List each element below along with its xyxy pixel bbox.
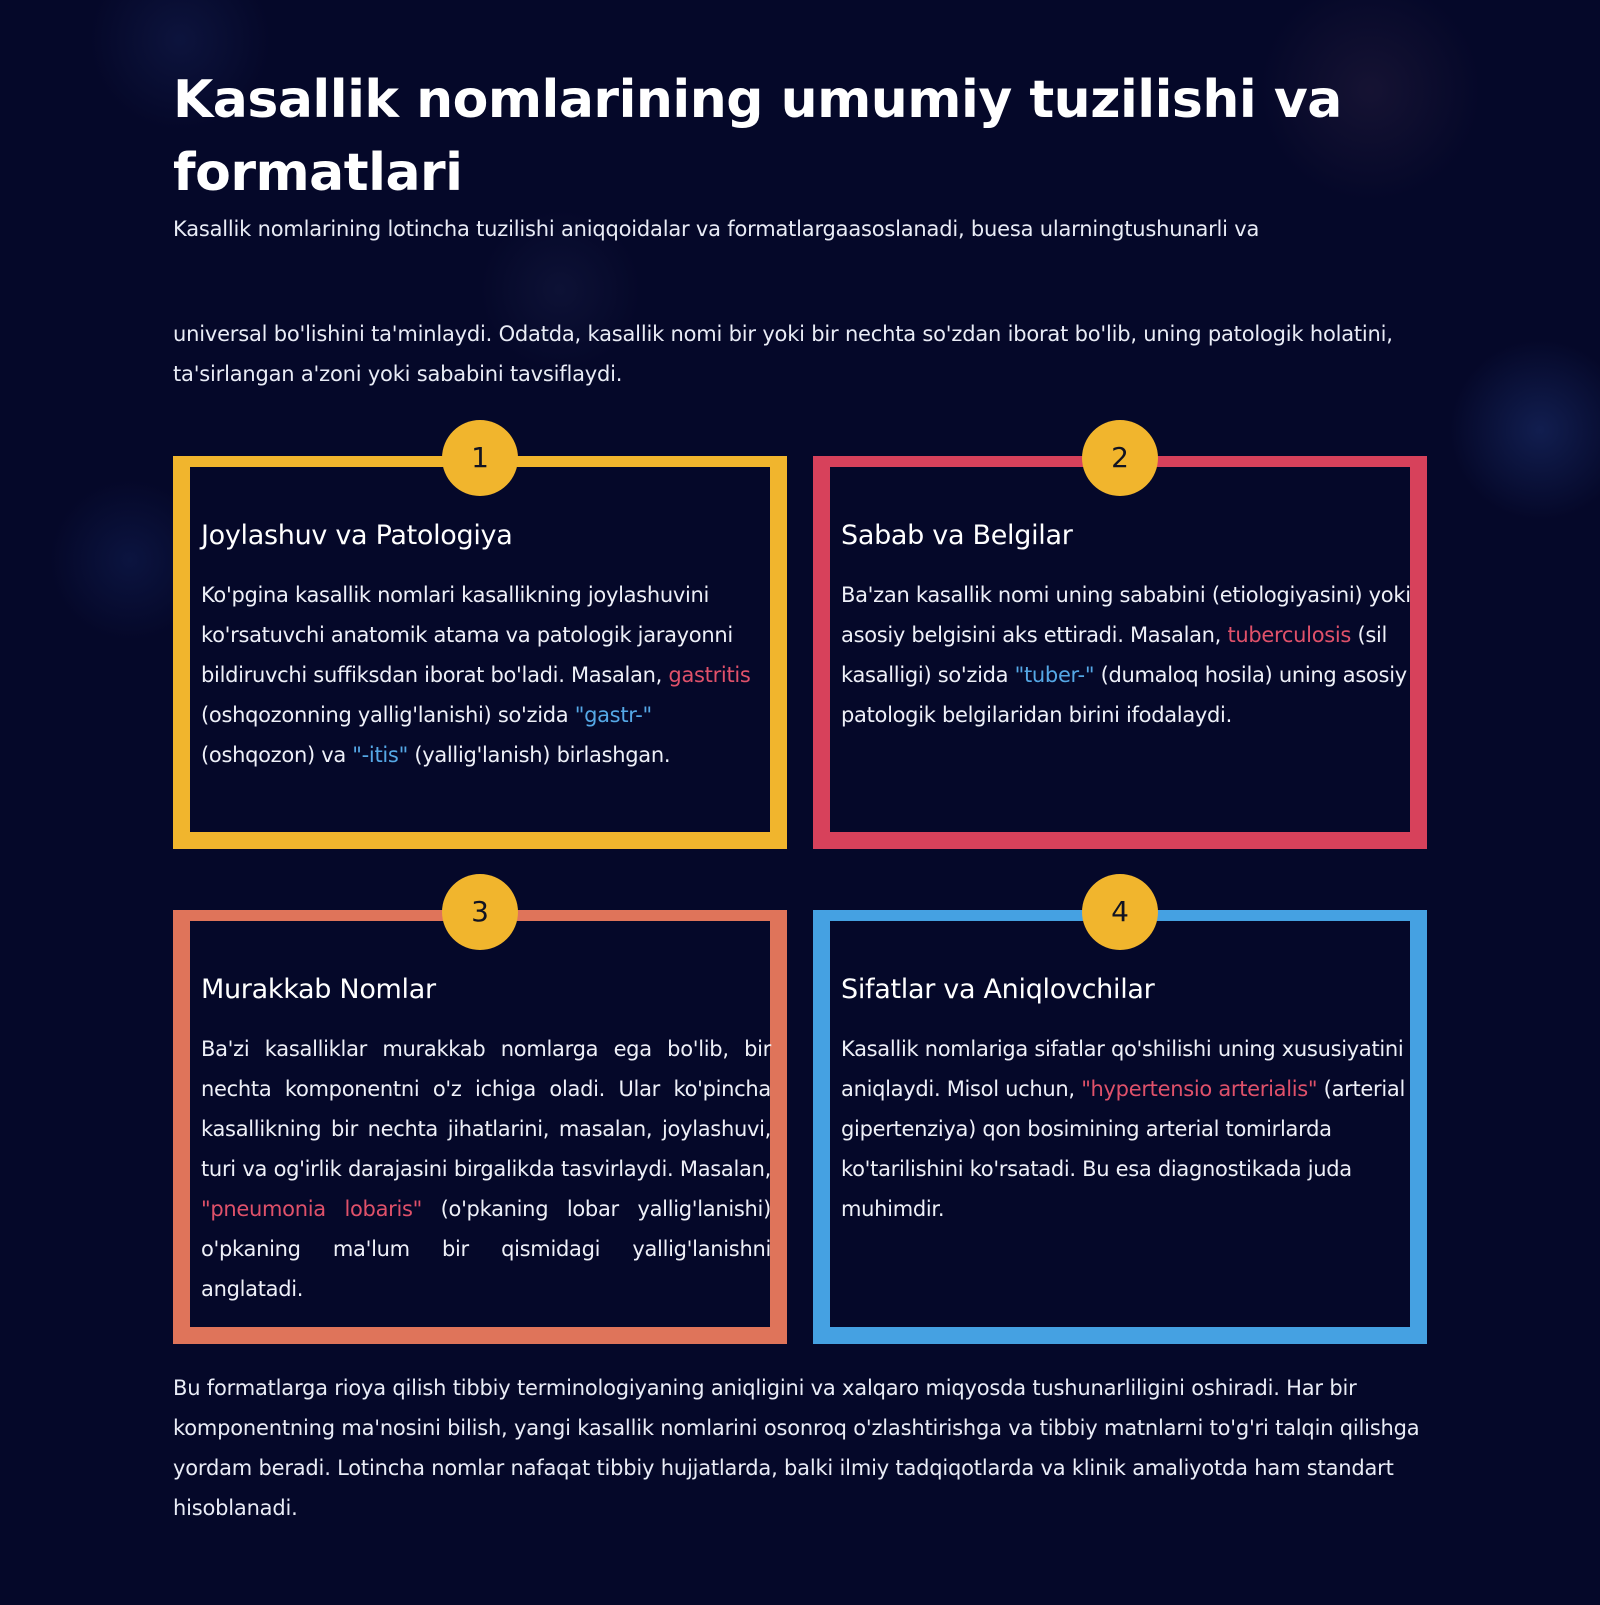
card-compound-names: [173, 895, 787, 1344]
body-text: Kasallik nomlariga sifatlar qo'shilishi uning xususiyatini aniqlaydi. Misol uchun,: [841, 1037, 1404, 1101]
body-text: Ba'zi kasalliklar murakkab nomlarga ega bo'lib, bir nechta komponentni o'z ichiga oladi. Ular ko'pincha kasallikning bir nechta jihatlarini, masalan, joylashuvi, turi va og'irlik darajasini birgalikda tasvirlaydi. Masalan,: [201, 1037, 771, 1181]
card-number-badge: 4: [1082, 874, 1158, 950]
term-example: gastritis: [668, 663, 751, 687]
term-example: tuberculosis: [1227, 623, 1352, 647]
intro-paragraph-first-line: Kasallik nomlarining lotincha tuzilishi aniqqoidalar va formatlargaasoslanadi, buesa ularningtushunarli va: [173, 217, 1260, 241]
card-title: Murakkab Nomlar: [201, 974, 436, 1005]
card-title: Sifatlar va Aniqlovchilar: [841, 974, 1155, 1005]
body-text: (yallig'lanish) birlashgan.: [407, 743, 671, 767]
page-title: Kasallik nomlarining umumiy tuzilishi va formatlari: [173, 70, 1342, 203]
card-number-badge: 2: [1082, 420, 1158, 496]
card-cause-symptoms: [813, 441, 1427, 849]
card-body: [201, 575, 771, 775]
card-body: [201, 1029, 771, 1309]
body-text: Ko'pgina kasallik nomlari kasallikning joylashuvini ko'rsatuvchi anatomik atama va patologik jarayonni bildiruvchi suffiksdan iborat bo'ladi. Masalan,: [201, 583, 733, 687]
term-suffix: "-itis": [352, 743, 408, 767]
body-text: (oshqozon) va: [201, 743, 353, 767]
card-number-badge: 1: [442, 420, 518, 496]
body-text: (arterial gipertenziya) qon bosimining arterial tomirlarda ko'tarilishini ko'rsatadi. Bu esa diagnostikada juda muhimdir.: [841, 1077, 1405, 1221]
body-text: (o'pkaning lobar yallig'lanishi) o'pkaning ma'lum bir qismidagi yallig'lanishni anglatadi.: [201, 1197, 771, 1301]
closing-paragraph: Bu formatlarga rioya qilish tibbiy terminologiyaning aniqligini va xalqaro miqyosda tushunarliligini oshiradi. Har bir komponentning ma'nosini bilish, yangi kasallik nomlarini osonroq o'zlashtirishga va tibbiy matnlarni to'g'ri talqin qilishga yordam beradi. Lotincha nomlar nafaqat tibbiy hujjatlarda, balki ilmiy tadqiqotlarda va klinik amaliyotda ham standart hisoblanadi.: [173, 1376, 1420, 1520]
card-adjectives-qualifiers: [813, 895, 1427, 1344]
body-text: (oshqozonning yallig'lanishi) so'zida: [201, 703, 575, 727]
term-root: "tuber-": [1014, 663, 1095, 687]
term-example: "hypertensio arterialis": [1081, 1077, 1318, 1101]
body-text: (dumaloq hosila) uning asosiy patologik belgilaridan birini ifodalaydi.: [841, 663, 1407, 727]
term-root: "gastr-": [574, 703, 652, 727]
body-text: Ba'zan kasallik nomi uning sababini (etiologiyasini) yoki asosiy belgisini aks ettiradi. Masalan,: [841, 583, 1411, 647]
card-body: [841, 1029, 1411, 1229]
card-title: Joylashuv va Patologiya: [201, 520, 513, 551]
body-text: (sil kasalligi) so'zida: [841, 623, 1388, 687]
intro-paragraph: universal bo'lishini ta'minlaydi. Odatda, kasallik nomi bir yoki bir nechta so'zdan iborat bo'lib, uning patologik holatini, ta'sirlangan a'zoni yoki sababini tavsiflaydi.: [173, 322, 1393, 386]
card-number-badge: 3: [442, 874, 518, 950]
card-body: [841, 575, 1411, 735]
term-example: "pneumonia lobaris": [201, 1197, 423, 1221]
card-location-pathology: [173, 441, 787, 849]
card-title: Sabab va Belgilar: [841, 520, 1073, 551]
